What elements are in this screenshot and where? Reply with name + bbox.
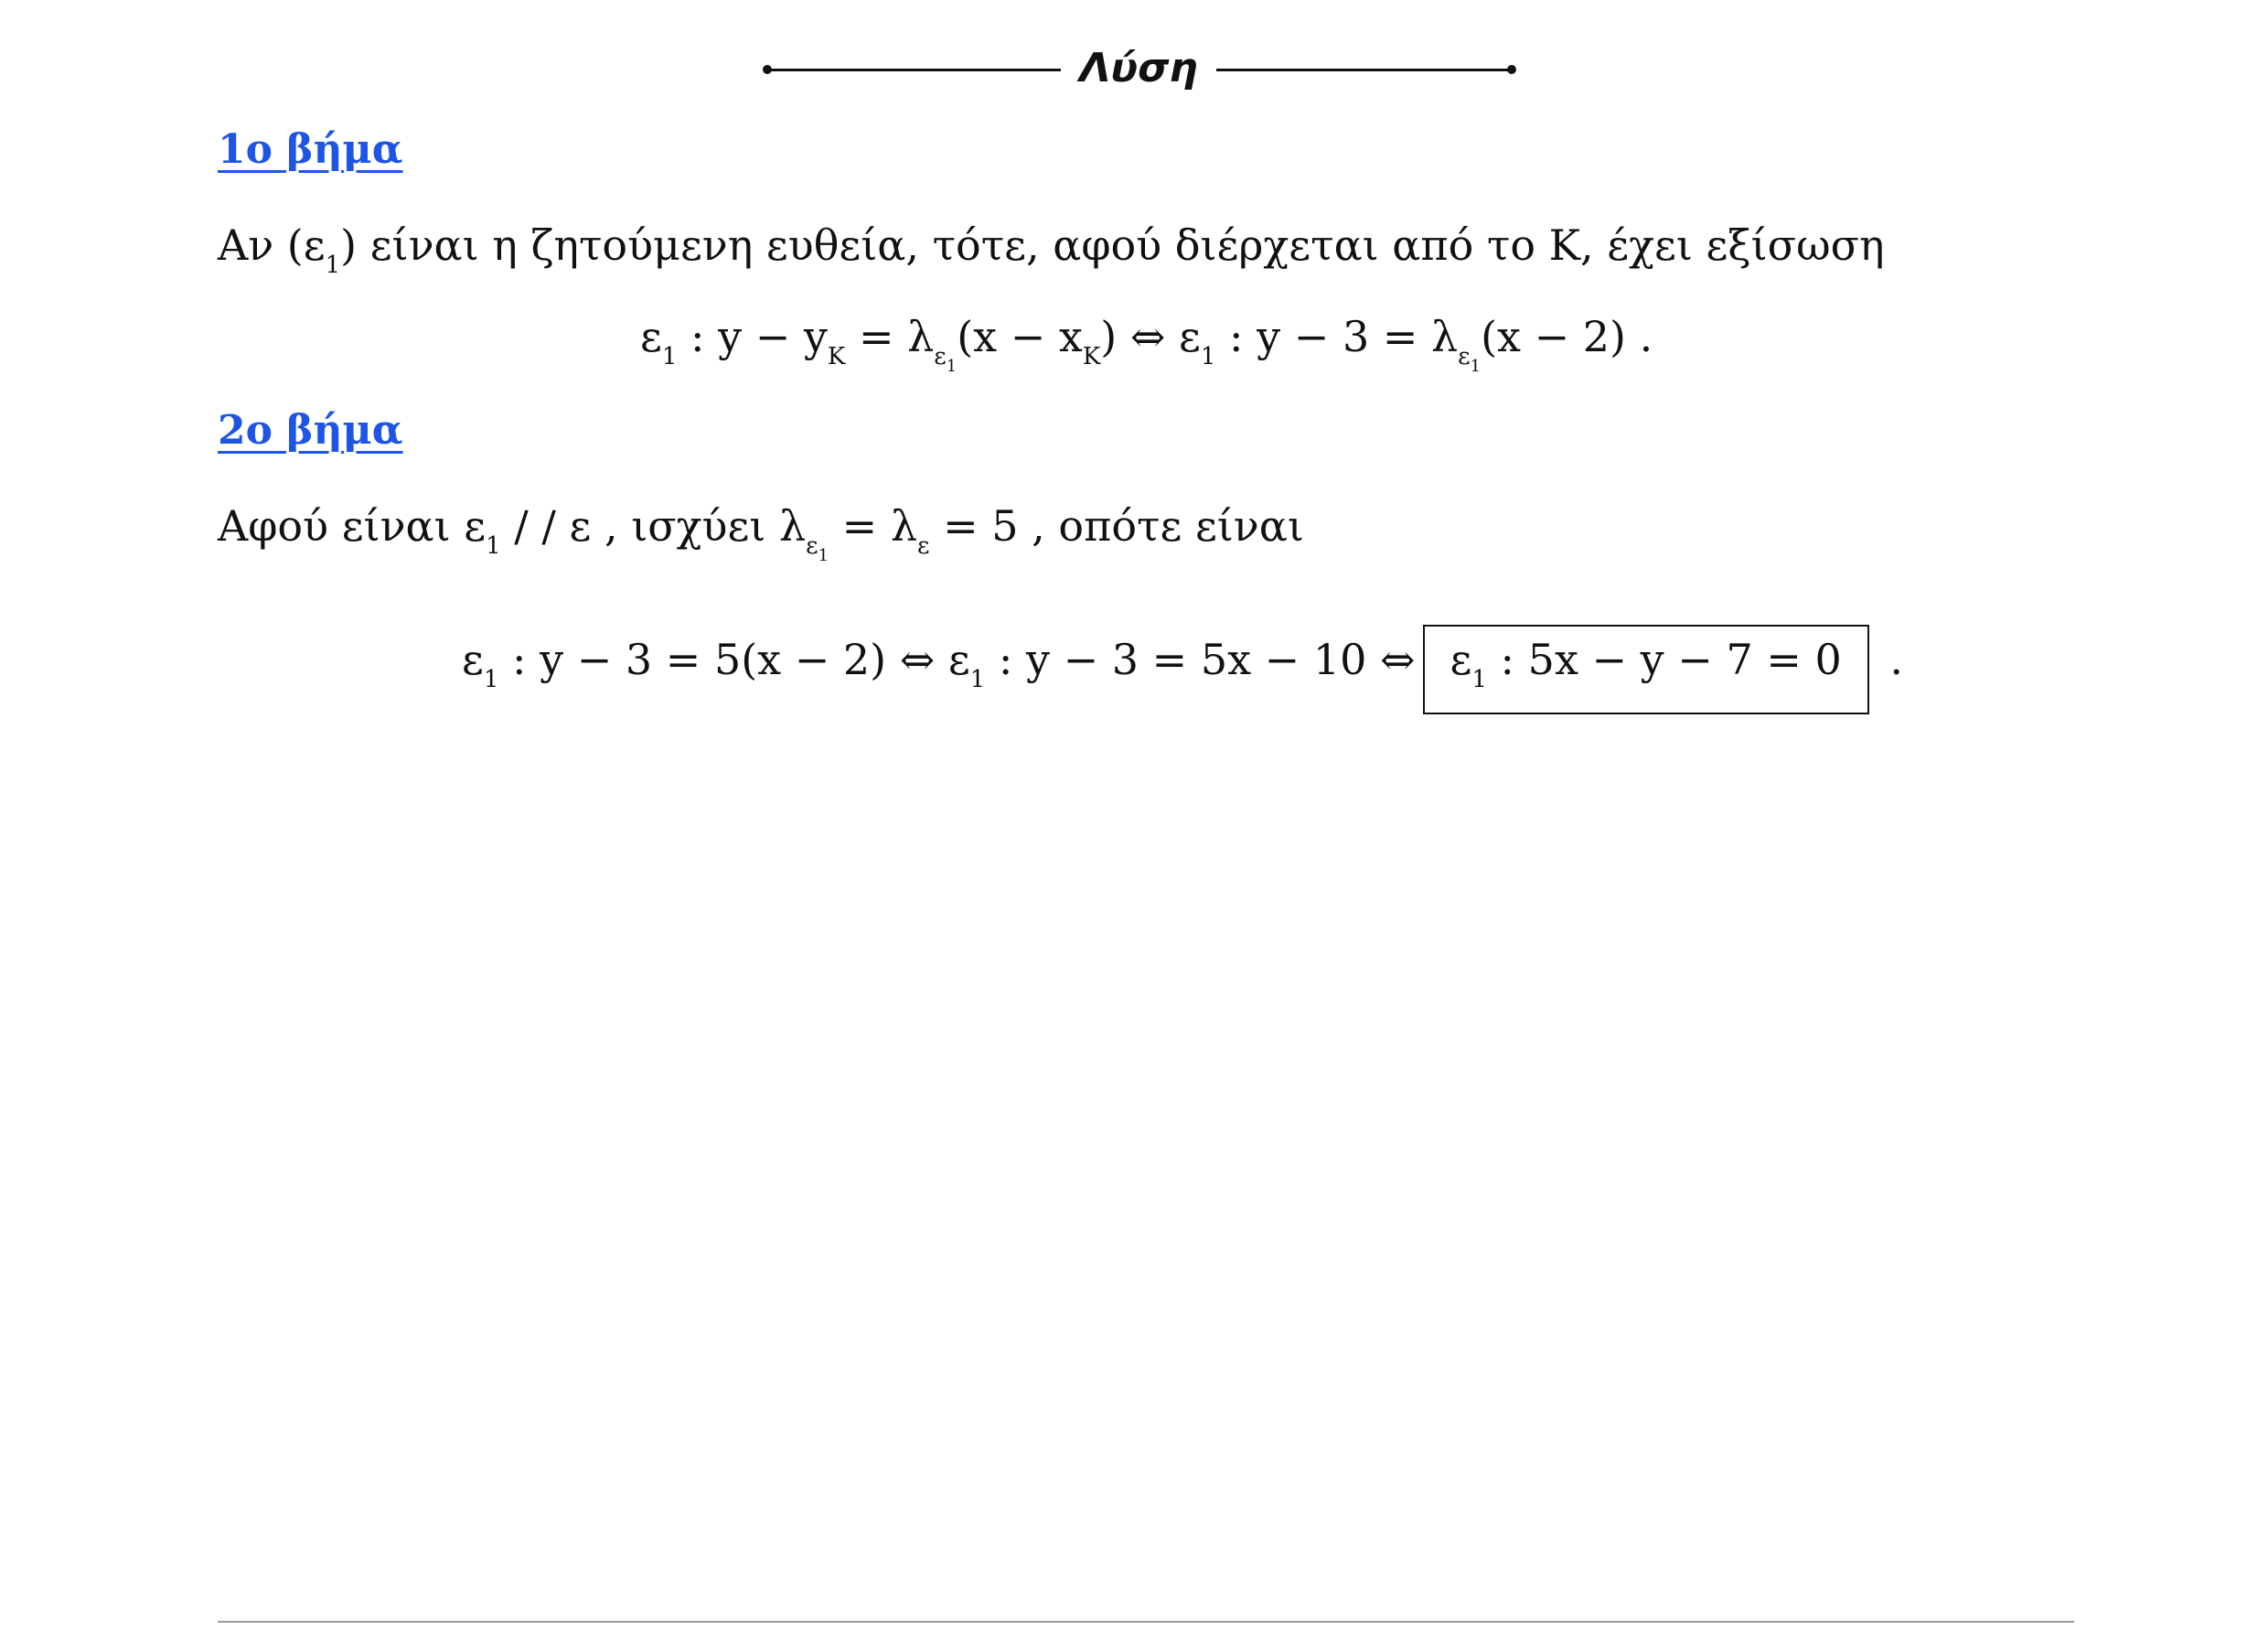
step1-paragraph <box>218 218 1885 293</box>
boxed-equation-rest: : 5x − y − 7 = 0 <box>1486 635 1842 684</box>
step1-text-after: ) είναι η ζητούμενη ευθεία, τότε, αφού διέρχεται από το Κ, έχει εξίσωση <box>340 220 1885 270</box>
step2-lambda-subsub: 1 <box>818 546 829 565</box>
eq1-part6: (x − 2) . <box>1481 312 1653 361</box>
eq1-part1: : y − y <box>677 312 828 361</box>
eq1-lambda-sub-eps: ε <box>934 343 947 370</box>
step2-lambda-sub <box>806 532 829 565</box>
step2-text-before: Αφού είναι ε <box>218 501 487 551</box>
eq1-eps-sub: 1 <box>661 343 678 370</box>
boxed-eps-sub: 1 <box>1471 666 1487 693</box>
eq1-part5: : y − 3 = λ <box>1215 312 1459 361</box>
header-right-rule <box>1216 69 1509 71</box>
eq2-part2: : y − 3 = 5x − 10 ⇔ <box>985 635 1416 684</box>
eq1-eps: ε <box>640 312 662 361</box>
eq2-sub2: 1 <box>969 666 986 693</box>
eq1-lambda-subsub: 1 <box>946 357 957 376</box>
eq1-xk-sub: K <box>1082 343 1101 370</box>
eq1-lambda2-sub-eps: ε <box>1458 343 1471 370</box>
eq1-lambda2-sub <box>1458 343 1482 376</box>
eq1-lambda2-subsub: 1 <box>1470 357 1482 376</box>
eq1-lambda-sub <box>934 343 957 376</box>
final-answer-box <box>1423 625 1869 714</box>
eq1-part4: ) ⇔ ε <box>1100 312 1201 361</box>
footer-rule <box>218 1621 2074 1623</box>
header-left-rule <box>768 69 1061 71</box>
step2-text-after: = 5 , οπότε είναι <box>929 501 1304 551</box>
eq1-yk-sub: K <box>827 343 846 370</box>
solution-header <box>759 37 1518 101</box>
step2-paragraph <box>218 499 1304 584</box>
step2-lambda2-sub: ε <box>917 532 930 560</box>
eq2-part1: : y − 3 = 5(x − 2) ⇔ ε <box>498 635 970 684</box>
eq2-eps: ε <box>462 635 484 684</box>
step1-eps-sub: 1 <box>325 252 341 279</box>
eq1-eps2-sub: 1 <box>1200 343 1216 370</box>
step2-equation <box>462 625 1903 714</box>
step2-text-mid1: / / ε , ισχύει λ <box>500 501 807 551</box>
header-title: Λύση <box>1079 45 1198 91</box>
step1-equation <box>640 309 1653 394</box>
header-right-dot <box>1507 65 1516 74</box>
eq1-part3: (x − x <box>957 312 1083 361</box>
eq1-part2: = λ <box>845 312 935 361</box>
step1-eps: ε <box>303 220 326 270</box>
boxed-eps: ε <box>1450 635 1472 684</box>
step1-text-before: Αν ( <box>218 220 304 270</box>
eq2-sub1: 1 <box>483 666 499 693</box>
step2-heading[interactable]: 2ο βήμα <box>218 407 403 454</box>
step2-eps-sub: 1 <box>486 532 501 560</box>
step2-text-mid2: = λ <box>829 501 918 551</box>
eq2-trailing: . <box>1876 635 1904 684</box>
step2-lambda-sub-eps: ε <box>806 532 818 560</box>
step1-heading[interactable]: 1ο βήμα <box>218 126 403 173</box>
